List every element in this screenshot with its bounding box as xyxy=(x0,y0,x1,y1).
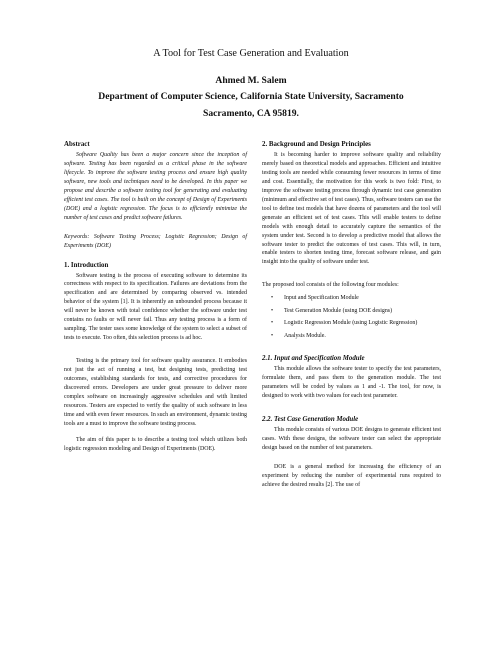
module-list xyxy=(262,294,441,340)
abstract-text: Software Quality has been a major concern since the inception of software. Testing has been regarded as a critical phase in the software lifecycle. To improve the software testing process and ensure high quality software, new tools and techniques need to be developed. In this paper we propose and describe a software testing tool for generating and evaluating efficient test cases. The tool is built on the concept of Design of Experiments (DOE) and a logistic regression. The focus is to efficiently minimize the number of test cases and predict software failures. xyxy=(64,152,247,221)
bullet-icon: • xyxy=(271,295,274,302)
module-label: Logistic Regression Module (using Logistic Regression) xyxy=(284,320,418,327)
keywords: Keywords: Software Testing Process; Logistic Regression; Design of Experiments (DOE) xyxy=(64,233,247,249)
introduction-paragraph-3: The aim of this paper is to describe a testing tool which utilizes both logistic regression modeling and Design of Experiments (DOE). xyxy=(64,436,247,452)
section-2-1-text: This module allows the software tester to specify the test parameters, formulate them, and pass them to the generation module. The test parameters will be coded by values as 1 and -1. The tool, for now, is designed to work with two values for each test parameter. xyxy=(262,366,441,400)
module-label: Analysis Module. xyxy=(284,332,326,339)
author-name: Ahmed M. Salem xyxy=(215,75,287,86)
bullet-icon: • xyxy=(271,320,274,327)
section-2-1-heading: 2.1. Input and Specification Module xyxy=(262,355,365,363)
introduction-paragraph-2: Testing is the primary tool for software quality assurance. It embodies not just the act of running a test, but designing tests, predicting test outcomes, establishing standards for tests, and corrective procedures for discovered errors. Developers are under great pressure to deliver more complex software on increasingly aggressive schedules and with limited resources. Testers are expected to verify the quality of such software in less time and with even fewer resources. In such an environment, dynamic testing tools are a must to improve the software testing process. xyxy=(64,358,247,427)
list-item xyxy=(271,294,441,303)
author-department: Department of Computer Science, California State University, Sacramento xyxy=(98,91,404,102)
author-location: Sacramento, CA 95819. xyxy=(203,108,299,119)
section-2-2-heading: 2.2. Test Case Generation Module xyxy=(262,415,359,423)
bullet-icon: • xyxy=(271,332,274,339)
abstract-heading: Abstract xyxy=(64,141,90,148)
introduction-heading: 1. Introduction xyxy=(64,261,109,269)
modules-intro: The proposed tool consists of the following four modules: xyxy=(262,282,399,289)
right-column xyxy=(262,140,441,490)
section-2-2-text: This module consists of various DOE designs to generate efficient test cases. With these designs, the software tester can select the appropriate design based on the number of test parameters. xyxy=(262,426,441,451)
introduction-paragraph-1: Software testing is the process of executing software to determine its correctness with respect to its specification. Failures are deviations from the specification and are determined by comparing observed vs. intended behavior of the system [1]. It is inherently an unbounded process because it will never be known with total confidence whether the software under test contains no faults or will never fail. Thus any testing process is a form of sampling. The tester uses some knowledge of the system to select a subset of tests to execute. Too often, this selection process is ad hoc. xyxy=(64,272,247,342)
bullet-icon: • xyxy=(271,307,274,314)
doe-paragraph: DOE is a general method for increasing the efficiency of an experiment by reducing the number of experimental runs required to achieve the desired results [2]. The use of xyxy=(262,463,441,488)
module-label: Input and Specification Module xyxy=(284,295,359,302)
list-item xyxy=(271,319,441,328)
left-column xyxy=(64,140,247,454)
list-item xyxy=(271,307,441,316)
paper-title: A Tool for Test Case Generation and Evaluation xyxy=(153,48,349,59)
module-label: Test Generation Module (using DOE designs) xyxy=(284,307,393,314)
list-item xyxy=(271,332,441,341)
background-heading: 2. Background and Design Principles xyxy=(262,141,371,148)
background-paragraph: It is becoming harder to improve software quality and reliability merely based on theoretical models and approaches. Efficient and intuitive testing tools are needed while consuming fewer resources in terms of time and cost. Essentially, the motivation for this work is two fold: First, to improve the software testing process through dynamic test case generation (minimum and effective set of test cases). Thus, software testers can use the tool to define test models that have dozens of parameters and the tool will generate an efficient set of test cases. This will enable testers to define models with enough detail to accurately capture the semantics of the system under test. Second is to develop a predictive model that allows the software tester to predict the outcomes of test cases. This will, in turn, enable testers to shorten testing time, forecast software release, and gain insight into the quality of software under test. xyxy=(262,152,441,266)
